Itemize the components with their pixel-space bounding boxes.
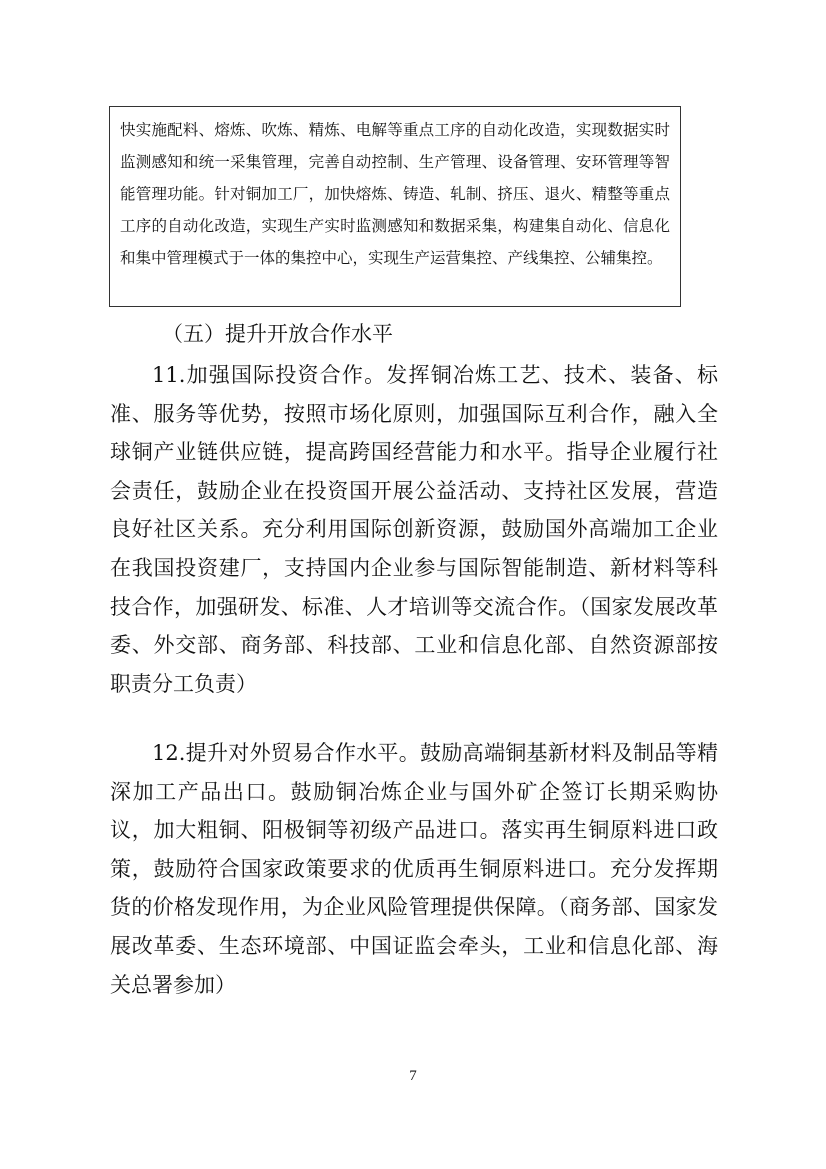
paragraph-12: 12.提升对外贸易合作水平。鼓励高端铜基新材料及制品等精深加工产品出口。鼓励铜冶炼企业与国外矿企签订长期采购协议，加大粗铜、阳极铜等初级产品进口。落实再生铜原料进口政策，鼓励符合国家政策要求的优质再生铜原料进口。充分发挥期货的价格发现作用，为企业风险管理提供保障。（商务部、国家发展改革委、生态环境部、中国证监会牵头，工业和信息化部、海关总署参加） bbox=[110, 741, 718, 997]
boxed-text-frame bbox=[109, 106, 681, 307]
paragraph-11: 11.加强国际投资合作。发挥铜冶炼工艺、技术、装备、标准、服务等优势，按照市场化原则，加强国际互利合作，融入全球铜产业链供应链，提高跨国经营能力和水平。指导企业履行社会责任，鼓励企业在投资国开展公益活动、支持社区发展，营造良好社区关系。充分利用国际创新资源，鼓励国外高端加工企业在我国投资建厂，支持国内企业参与国际智能制造、新材料等科技合作，加强研发、标准、人才培训等交流合作。（国家发展改革委、外交部、商务部、科技部、工业和信息化部、自然资源部按职责分工负责） bbox=[110, 363, 718, 696]
page-number: 7 bbox=[409, 1068, 417, 1084]
section-heading: （五）提升开放合作水平 bbox=[162, 322, 393, 346]
boxed-text: 快实施配料、熔炼、吹炼、精炼、电解等重点工序的自动化改造，实现数据实时监测感知和统一采集管理，完善自动控制、生产管理、设备管理、安环管理等智能管理功能。针对铜加工厂，加快熔炼、铸造、轧制、挤压、退火、精整等重点工序的自动化改造，实现生产实时监测感知和数据采集，构建集自动化、信息化和集中管理模式于一体的集控中心，实现生产运营集控、产线集控、公辅集控。 bbox=[120, 121, 670, 267]
